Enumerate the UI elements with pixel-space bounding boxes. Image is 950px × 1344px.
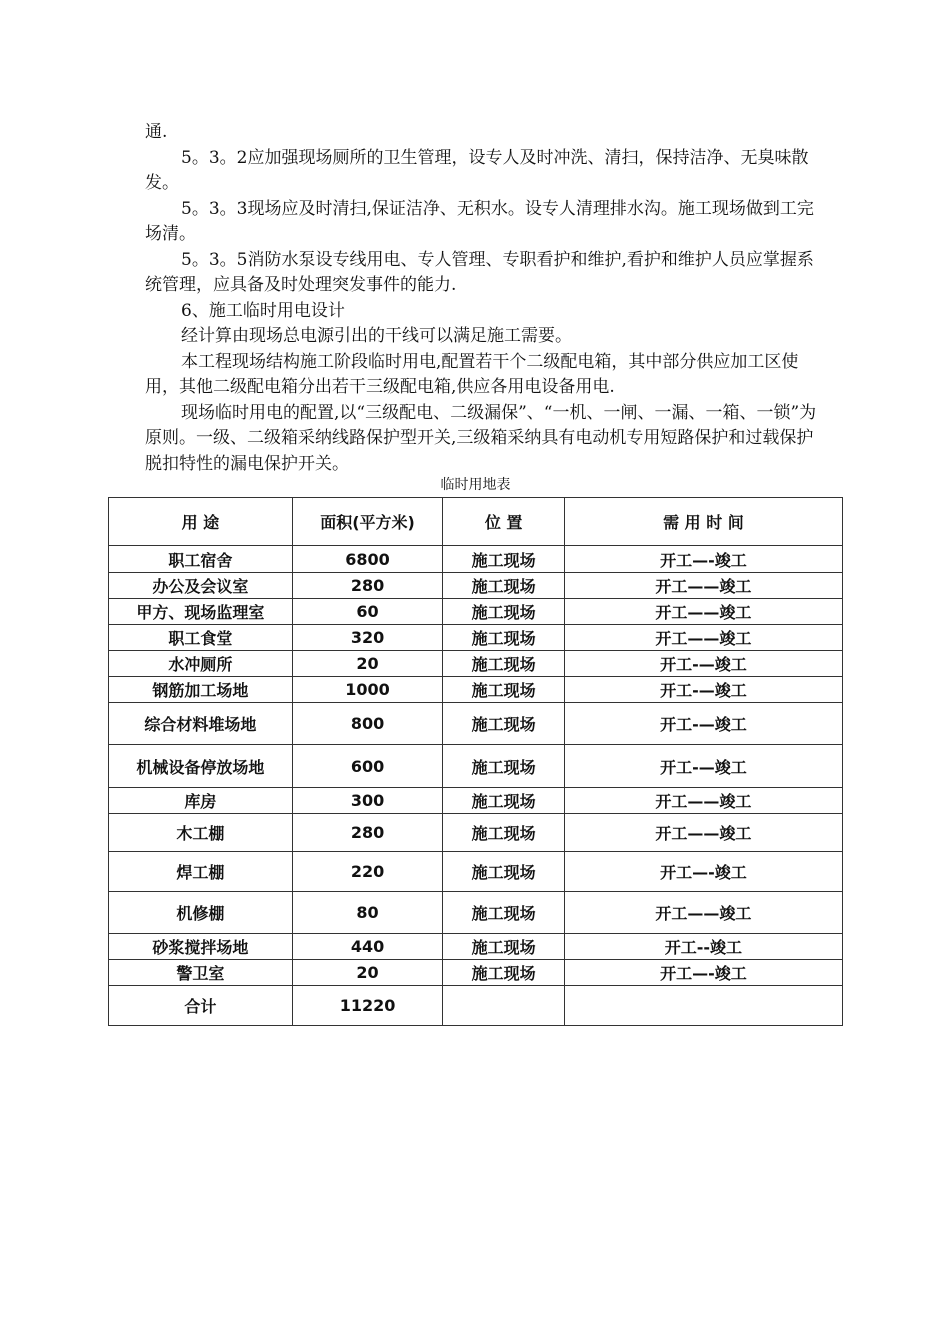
header-area: 面积(平方米) <box>292 498 443 546</box>
table-caption: 临时用地表 <box>440 477 511 493</box>
cell-area: 80 <box>292 892 443 934</box>
paragraph: 5。3。2应加强现场厕所的卫生管理，设专人及时冲洗、清扫，保持洁净、无臭味散发。 <box>145 147 809 193</box>
cell-area: 440 <box>292 934 443 960</box>
cell-location: 施工现场 <box>443 892 564 934</box>
table-row <box>109 934 843 960</box>
cell-location: 施工现场 <box>443 703 564 745</box>
section-heading: 6、施工临时用电设计 <box>181 300 345 321</box>
cell-time: 开工-—竣工 <box>564 651 842 677</box>
header-time: 需 用 时 间 <box>564 498 842 546</box>
cell-time: 开工—-竣工 <box>564 852 842 892</box>
cell-purpose: 砂浆搅拌场地 <box>109 934 293 960</box>
cell-time: 开工-—竣工 <box>564 703 842 745</box>
cell-time: 开工—-竣工 <box>564 546 842 573</box>
cell-purpose: 焊工棚 <box>109 852 293 892</box>
cell-time: 开工--竣工 <box>564 934 842 960</box>
table-row <box>109 703 843 745</box>
cell-location: 施工现场 <box>443 745 564 788</box>
total-cell-location <box>443 986 564 1026</box>
table-row <box>109 788 843 814</box>
paragraph: 本工程现场结构施工阶段临时用电,配置若干个二级配电箱，其中部分供应加工区使用，其他二级配电箱分出若干三级配电箱,供应各用电设备用电. <box>145 351 799 397</box>
total-cell-purpose: 合计 <box>109 986 293 1026</box>
cell-area: 60 <box>292 599 443 625</box>
cell-location: 施工现场 <box>443 677 564 703</box>
cell-purpose: 警卫室 <box>109 960 293 986</box>
cell-location: 施工现场 <box>443 814 564 852</box>
table-row <box>109 852 843 892</box>
cell-location: 施工现场 <box>443 788 564 814</box>
cell-area: 280 <box>292 814 443 852</box>
table-row <box>109 960 843 986</box>
cell-purpose: 甲方、现场监理室 <box>109 599 293 625</box>
cell-location: 施工现场 <box>443 852 564 892</box>
cell-purpose: 钢筋加工场地 <box>109 677 293 703</box>
table-row <box>109 573 843 599</box>
cell-area: 20 <box>292 960 443 986</box>
cell-time: 开工——竣工 <box>564 599 842 625</box>
cell-purpose: 水冲厕所 <box>109 651 293 677</box>
cell-area: 20 <box>292 651 443 677</box>
cell-location: 施工现场 <box>443 546 564 573</box>
cell-area: 600 <box>292 745 443 788</box>
paragraph: 现场临时用电的配置,以“三级配电、二级漏保”、“一机、一闸、一漏、一箱、一锁”为原则。一级、二级箱采纳线路保护型开关,三级箱采纳具有电动机专用短路保护和过载保护脱扣特性的漏电保护开关。 <box>145 402 817 474</box>
cell-time: 开工——竣工 <box>564 625 842 651</box>
cell-area: 320 <box>292 625 443 651</box>
cell-location: 施工现场 <box>443 960 564 986</box>
paragraph: 经计算由现场总电源引出的干线可以满足施工需要。 <box>181 326 572 346</box>
cell-purpose: 木工棚 <box>109 814 293 852</box>
cell-purpose: 职工食堂 <box>109 625 293 651</box>
paragraph: 5。3。5消防水泵设专线用电、专人管理、专职看护和维护,看护和维护人员应掌握系统管理，应具备及时处理突发事件的能力. <box>145 249 814 295</box>
paragraph: 通. <box>145 122 168 142</box>
cell-time: 开工-—竣工 <box>564 745 842 788</box>
table-header-row <box>109 498 843 546</box>
cell-time: 开工——竣工 <box>564 788 842 814</box>
cell-area: 220 <box>292 852 443 892</box>
cell-purpose: 机修棚 <box>109 892 293 934</box>
cell-purpose: 库房 <box>109 788 293 814</box>
paragraph: 5。3。3现场应及时清扫,保证洁净、无积水。设专人清理排水沟。施工现场做到工完场清。 <box>145 198 814 244</box>
header-location: 位 置 <box>443 498 564 546</box>
temporary-land-table <box>108 497 843 1026</box>
table-row <box>109 677 843 703</box>
cell-area: 1000 <box>292 677 443 703</box>
table-row <box>109 625 843 651</box>
cell-purpose: 职工宿舍 <box>109 546 293 573</box>
cell-location: 施工现场 <box>443 934 564 960</box>
total-cell-time <box>564 986 842 1026</box>
cell-purpose: 综合材料堆场地 <box>109 703 293 745</box>
cell-location: 施工现场 <box>443 625 564 651</box>
total-cell-area: 11220 <box>292 986 443 1026</box>
cell-purpose: 机械设备停放场地 <box>109 745 293 788</box>
table-row <box>109 546 843 573</box>
cell-area: 6800 <box>292 546 443 573</box>
table-row <box>109 814 843 852</box>
table-row <box>109 651 843 677</box>
table-row <box>109 892 843 934</box>
body-text <box>145 120 825 477</box>
cell-area: 800 <box>292 703 443 745</box>
cell-location: 施工现场 <box>443 651 564 677</box>
cell-time: 开工——竣工 <box>564 814 842 852</box>
cell-purpose: 办公及会议室 <box>109 573 293 599</box>
table-row <box>109 599 843 625</box>
cell-location: 施工现场 <box>443 573 564 599</box>
cell-time: 开工——竣工 <box>564 573 842 599</box>
cell-area: 300 <box>292 788 443 814</box>
cell-time: 开工——竣工 <box>564 892 842 934</box>
cell-area: 280 <box>292 573 443 599</box>
cell-time: 开工—-竣工 <box>564 960 842 986</box>
table-total-row <box>109 986 843 1026</box>
header-purpose: 用 途 <box>109 498 293 546</box>
cell-location: 施工现场 <box>443 599 564 625</box>
cell-time: 开工-—竣工 <box>564 677 842 703</box>
table-row <box>109 745 843 788</box>
